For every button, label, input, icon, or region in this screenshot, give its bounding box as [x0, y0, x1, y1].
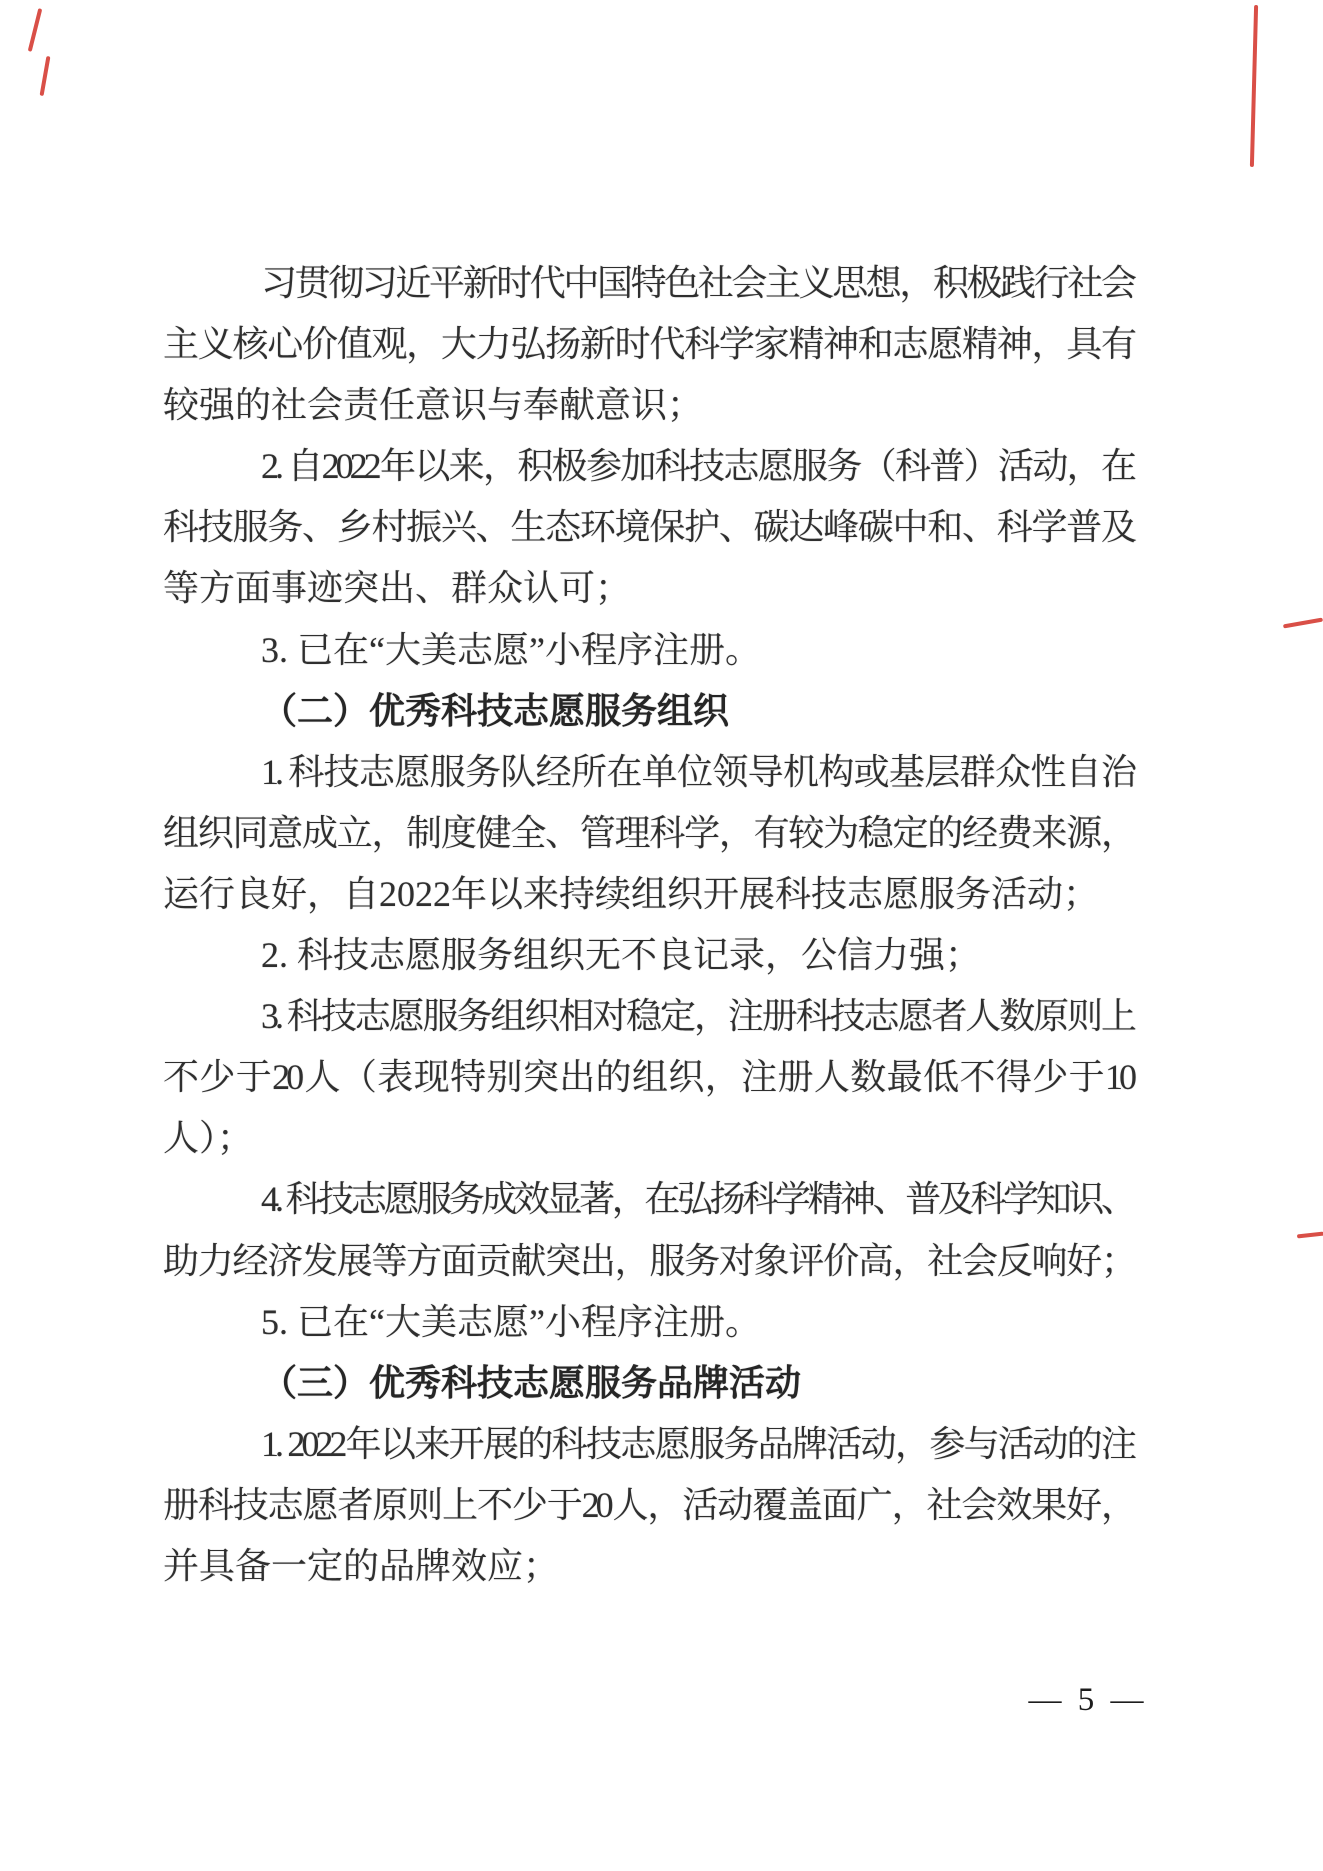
red-pen-mark-right-lower: [1297, 1232, 1323, 1239]
body-line: 2. 自2022年以来，积极参加科技志愿服务（科普）活动，在: [261, 446, 1133, 487]
red-pen-mark-top-right: [1250, 5, 1258, 167]
document-body: [163, 253, 1133, 1597]
body-line: 运行良好，自2022年以来持续组织开展科技志愿服务活动；: [163, 873, 1100, 914]
body-line: 较强的社会责任意识与奉献意识；: [163, 385, 704, 426]
body-line: 1. 科技志愿服务队经所在单位领导机构或基层群众性自治: [261, 751, 1133, 792]
body-line: 5. 已在“大美志愿”小程序注册。: [261, 1301, 761, 1342]
body-line: 并具备一定的品牌效应；: [163, 1545, 560, 1586]
section-heading-3: （三）优秀科技志愿服务品牌活动: [261, 1362, 802, 1403]
body-line: 册科技志愿者原则上不少于20人，活动覆盖面广，社会效果好，: [163, 1484, 1133, 1525]
body-line: 不少于20人（表现特别突出的组织，注册人数最低不得少于10: [163, 1057, 1133, 1098]
body-line: 4. 科技志愿服务成效显著，在弘扬科学精神、普及科学知识、: [261, 1179, 1133, 1220]
red-pen-mark-top-left-1: [28, 8, 43, 52]
body-line: 科技服务、乡村振兴、生态环境保护、碳达峰碳中和、科学普及: [163, 507, 1133, 548]
red-pen-mark-right-middle: [1283, 618, 1323, 629]
body-line: 3. 科技志愿服务组织相对稳定，注册科技志愿者人数原则上: [261, 996, 1133, 1037]
body-line: 人）；: [163, 1118, 254, 1159]
red-pen-mark-top-left-2: [40, 56, 51, 96]
body-line: 1. 2022年以来开展的科技志愿服务品牌活动，参与活动的注: [261, 1423, 1133, 1464]
body-line: 等方面事迹突出、群众认可；: [163, 568, 632, 609]
body-line: 2. 科技志愿服务组织无不良记录，公信力强；: [261, 935, 982, 976]
body-line: 主义核心价值观，大力弘扬新时代科学家精神和志愿精神，具有: [163, 324, 1133, 365]
page-number: — 5 —: [1028, 1682, 1148, 1718]
body-line: 3. 已在“大美志愿”小程序注册。: [261, 629, 761, 670]
body-line: 助力经济发展等方面贡献突出，服务对象评价高，社会反响好；: [163, 1240, 1133, 1281]
body-line: 组织同意成立，制度健全、管理科学，有较为稳定的经费来源，: [163, 812, 1133, 853]
body-line: 习贯彻习近平新时代中国特色社会主义思想，积极践行社会: [261, 263, 1133, 303]
section-heading-2: （二）优秀科技志愿服务组织: [261, 690, 730, 731]
